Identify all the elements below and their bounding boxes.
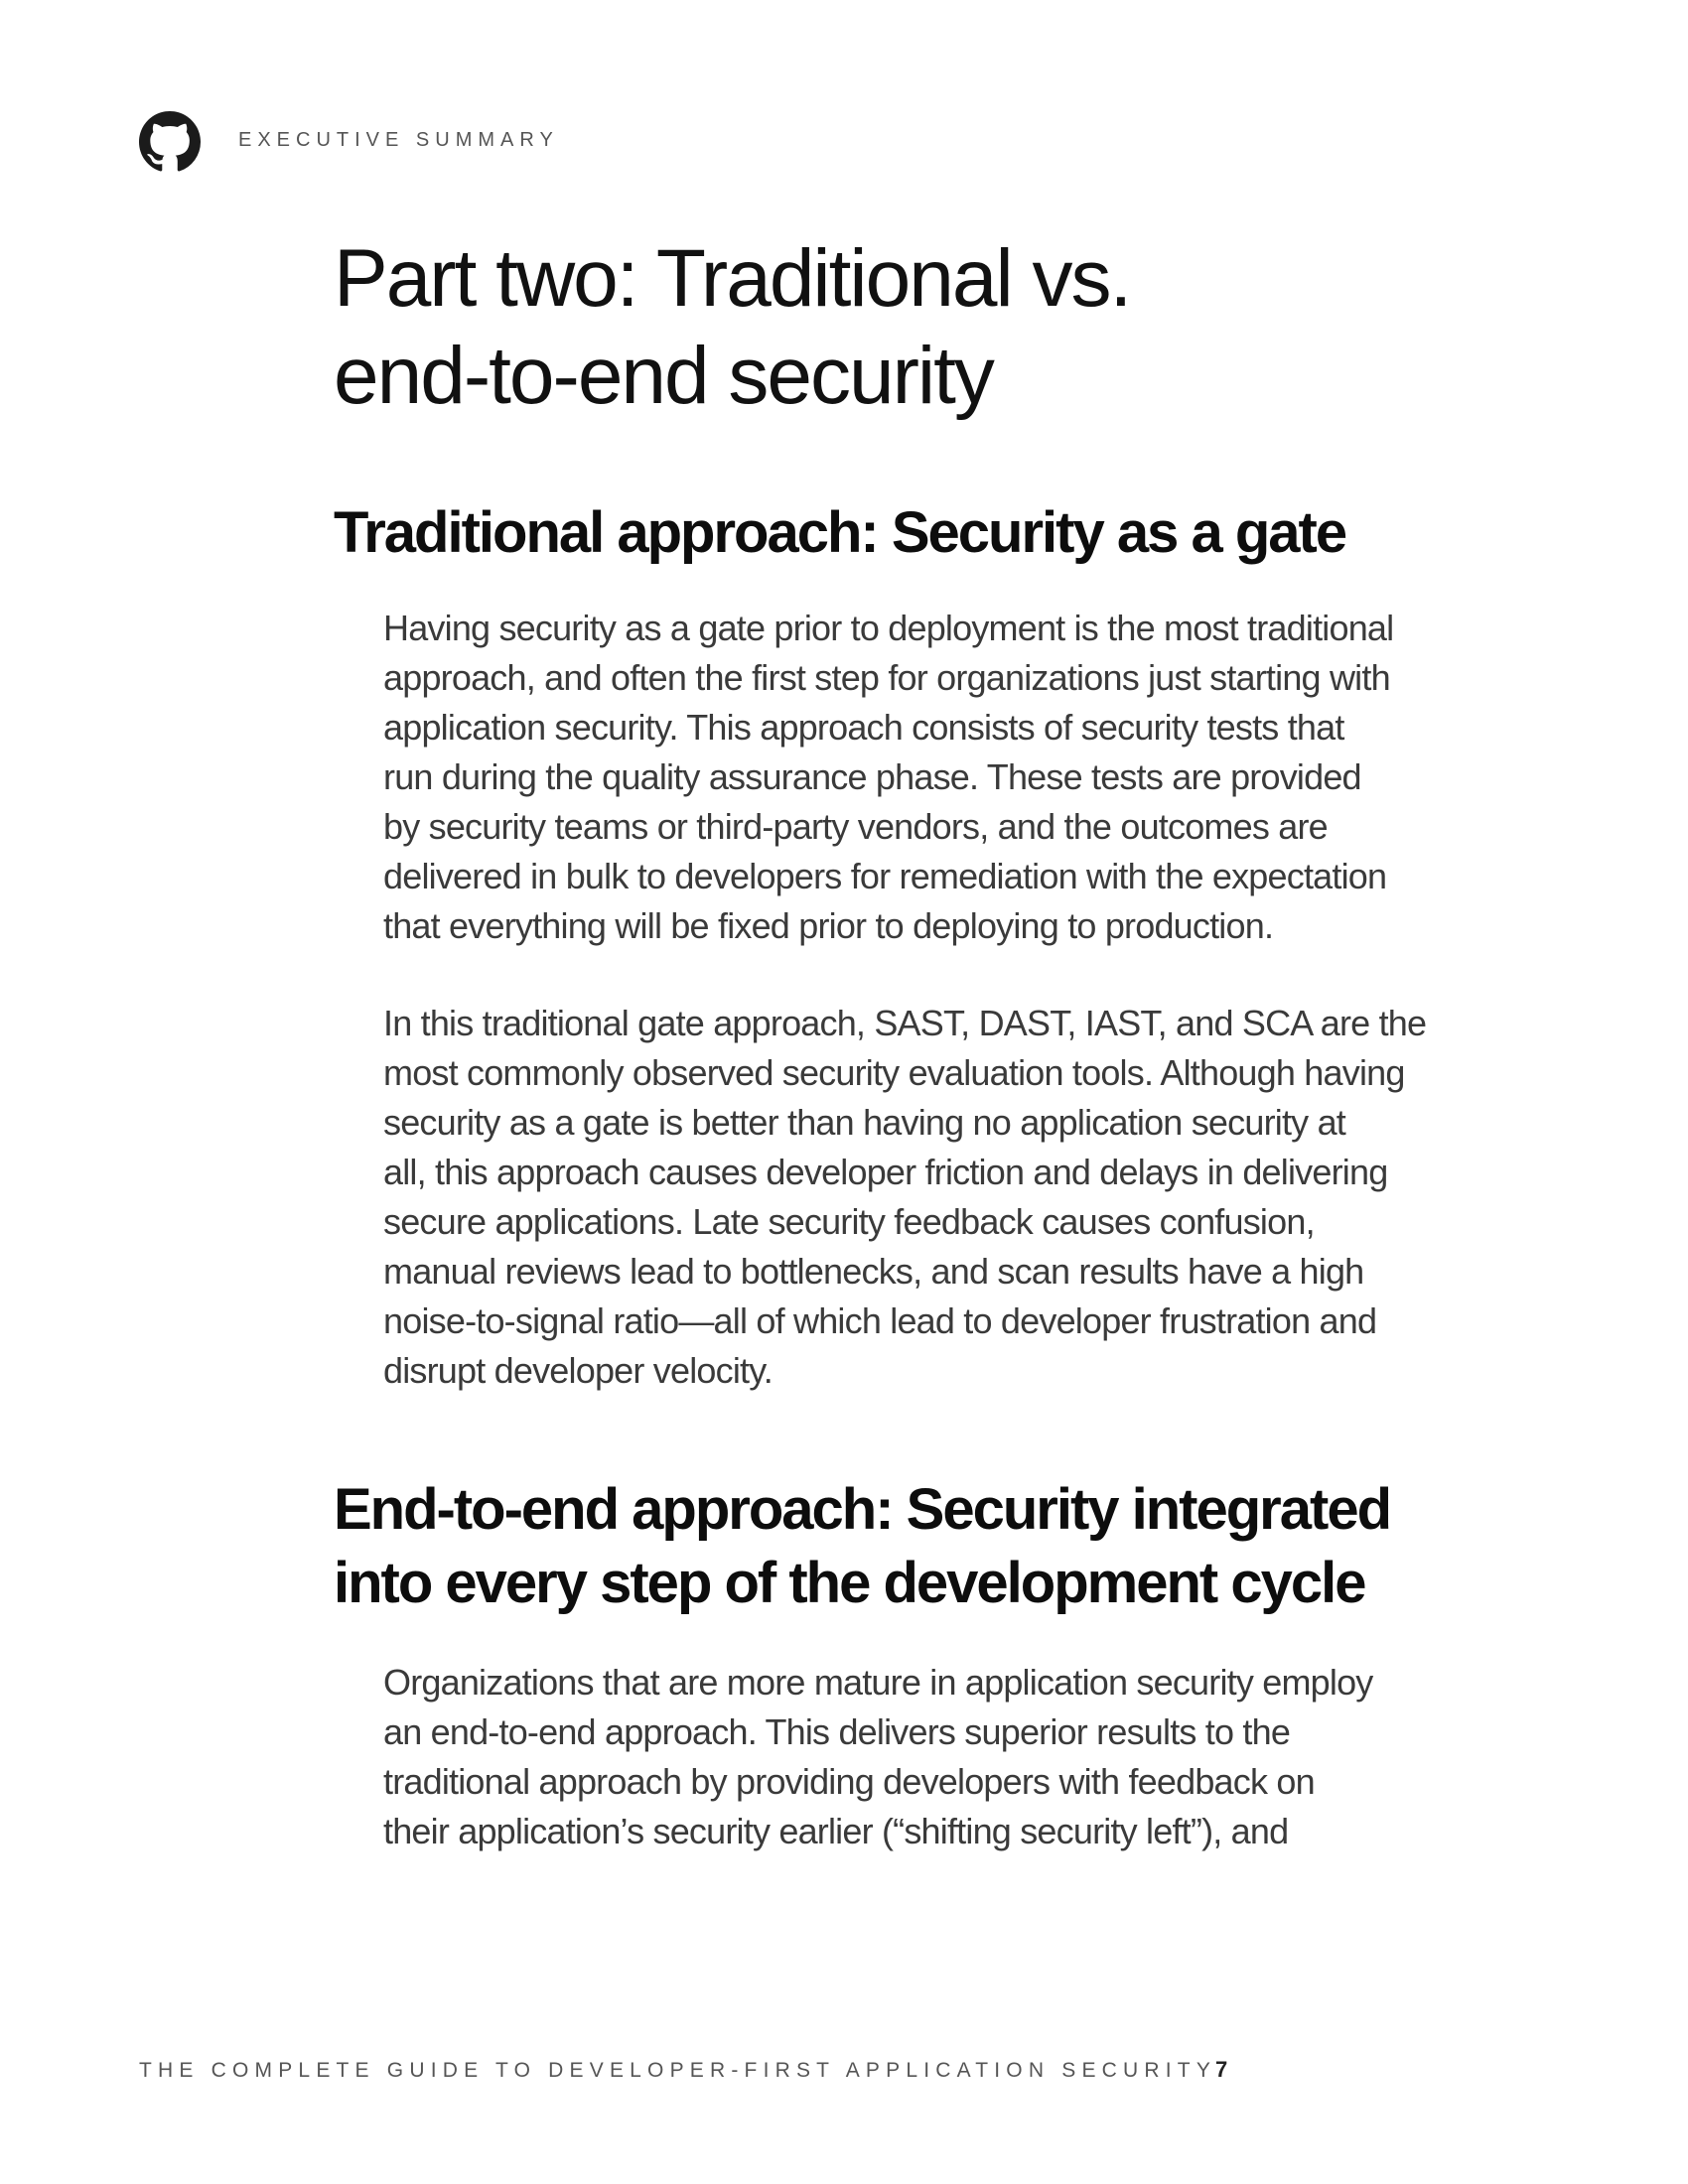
footer-document-title: THE COMPLETE GUIDE TO DEVELOPER-FIRST APPLICATION SECURITY bbox=[139, 2059, 1217, 2082]
section-heading-end-to-end bbox=[334, 1473, 1525, 1620]
paragraph-traditional-tools: In this traditional gate approach, SAST, DAST, IAST, and SCA are the most commonly observed security evaluation tools. Although having security as a gate is better than having no application security at all, this approach causes developer friction and delays in delivering secure applications. Late security feedback causes confusion, manual reviews lead to bottlenecks, and scan results have a high noise-to-signal ratio—all of which lead to developer frustration and disrupt developer velocity. bbox=[383, 1003, 1427, 1391]
paragraph-end-to-end: Organizations that are more mature in application security employ an end-to-end approach. This delivers superior results to the traditional approach by providing developers with feedback on their application’s security earlier (“shifting security left”), and bbox=[383, 1662, 1373, 1851]
page-number: 7 bbox=[1215, 2057, 1228, 2082]
section-label: EXECUTIVE SUMMARY bbox=[238, 129, 559, 151]
section-heading-line-2: into every step of the development cycle bbox=[334, 1551, 1365, 1615]
section-heading-line: Traditional approach: Security as a gate bbox=[334, 500, 1346, 565]
section-heading-traditional bbox=[334, 496, 1525, 570]
page-title-line-1: Part two: Traditional vs. bbox=[334, 233, 1131, 324]
paragraph-traditional-gate: Having security as a gate prior to deployment is the most traditional approach, and often the first step for organizations just starting with application security. This approach consists of security tests that run during the quality assurance phase. These tests are provided by security teams or third-party vendors, and the outcomes are delivered in bulk to developers for remediation with the expectation that everything will be fixed prior to deploying to production. bbox=[383, 608, 1394, 946]
section-heading-line-1: End-to-end approach: Security integrated bbox=[334, 1477, 1390, 1542]
page-title bbox=[334, 230, 1426, 425]
page-title-line-2: end-to-end security bbox=[334, 331, 993, 421]
github-octocat-icon bbox=[139, 111, 201, 173]
